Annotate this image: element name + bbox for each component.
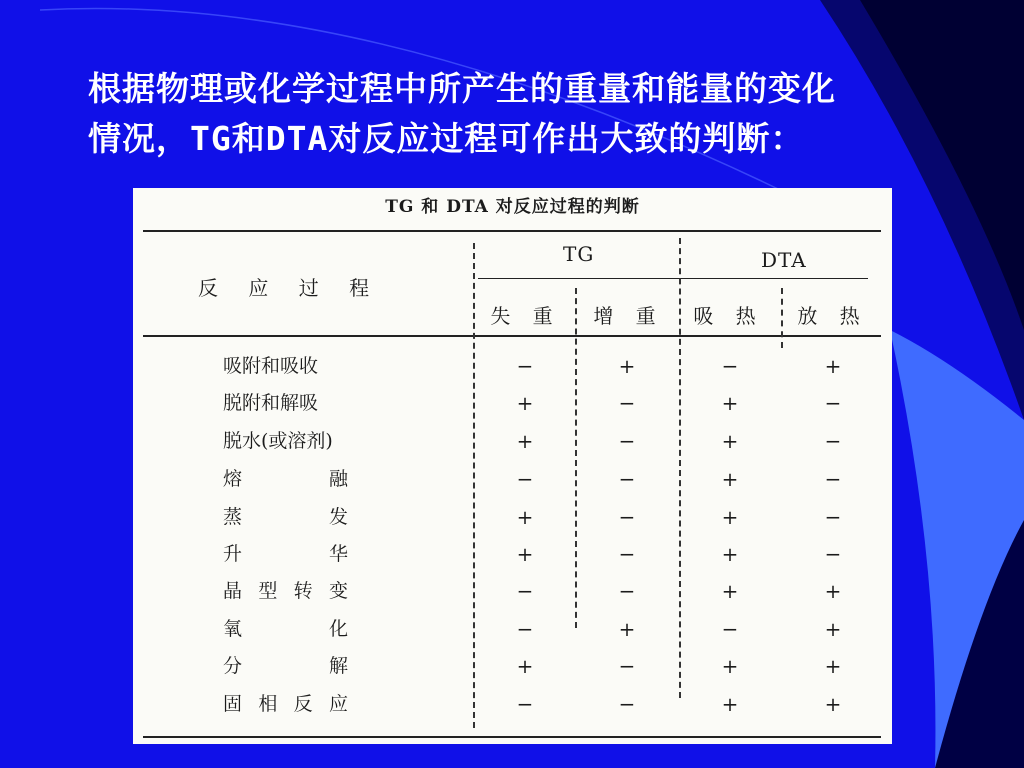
row-label: 熔 融 [223, 468, 348, 490]
table-cell: + [721, 391, 739, 415]
table-cell: + [516, 391, 534, 415]
table-cell: − [824, 542, 842, 566]
divider-process [473, 243, 475, 728]
table-cell: + [824, 617, 842, 641]
row-label: 晶 型 转 变 [223, 580, 348, 602]
table-cell: + [721, 467, 739, 491]
subheader-endothermic: 吸 热 [693, 304, 764, 328]
table-cell: − [618, 467, 636, 491]
rule-group [478, 278, 868, 279]
subheader-weight-gain: 增 重 [593, 304, 664, 328]
heading-line-2: 情况，TG和DTA对反应过程可作出大致的判断： [88, 119, 805, 158]
row-label: 固 相 反 应 [223, 693, 348, 715]
row-label: 脱附和解吸 [223, 392, 319, 414]
table-cell: − [824, 505, 842, 529]
table-cell: + [721, 542, 739, 566]
table-cell: − [516, 617, 534, 641]
table-cell: + [618, 354, 636, 378]
row-label: 升 华 [223, 543, 348, 565]
table-cell: − [516, 467, 534, 491]
row-label: 脱水(或溶剂) [223, 430, 333, 452]
table-cell: + [618, 617, 636, 641]
table-cell: + [824, 354, 842, 378]
header-tg: TG [563, 242, 595, 266]
table-cell: − [618, 391, 636, 415]
table-cell: − [618, 579, 636, 603]
table-cell: + [516, 654, 534, 678]
subheader-weight-loss: 失 重 [490, 304, 561, 328]
table-cell: − [516, 692, 534, 716]
table-cell: − [824, 391, 842, 415]
divider-tg [575, 288, 577, 628]
row-label: 蒸 发 [223, 506, 348, 528]
table-cell: + [516, 542, 534, 566]
table-cell: + [721, 579, 739, 603]
row-label: 吸附和吸收 [223, 355, 319, 377]
header-dta: DTA [761, 248, 807, 272]
row-label: 氧 化 [223, 618, 348, 640]
table-cell: − [618, 505, 636, 529]
table-cell: − [721, 617, 739, 641]
subheader-exothermic: 放 热 [797, 304, 868, 328]
rule-bottom [143, 736, 881, 738]
table-cell: − [516, 354, 534, 378]
table-cell: + [824, 692, 842, 716]
divider-dta [781, 288, 783, 348]
table-cell: + [824, 579, 842, 603]
table-cell: + [721, 505, 739, 529]
table-cell: − [618, 692, 636, 716]
header-process: 反 应 过 程 [198, 276, 382, 300]
rule-top [143, 230, 881, 232]
table-cell: − [618, 429, 636, 453]
rule-header [143, 335, 881, 337]
table-cell: − [721, 354, 739, 378]
table-cell: + [516, 505, 534, 529]
slide-heading [88, 64, 988, 164]
table-image [133, 188, 892, 744]
table-cell: − [824, 429, 842, 453]
table-cell: + [721, 429, 739, 453]
table-cell: + [721, 654, 739, 678]
heading-line-1: 根据物理或化学过程中所产生的重量和能量的变化 [88, 69, 836, 108]
table-title: TG 和 DTA 对反应过程的判断 [385, 197, 640, 217]
table-cell: + [721, 692, 739, 716]
table-cell: − [824, 467, 842, 491]
table-cell: − [618, 542, 636, 566]
table-cell: + [824, 654, 842, 678]
table-cell: − [516, 579, 534, 603]
row-label: 分 解 [223, 655, 348, 677]
table-cell: − [618, 654, 636, 678]
table-cell: + [516, 429, 534, 453]
